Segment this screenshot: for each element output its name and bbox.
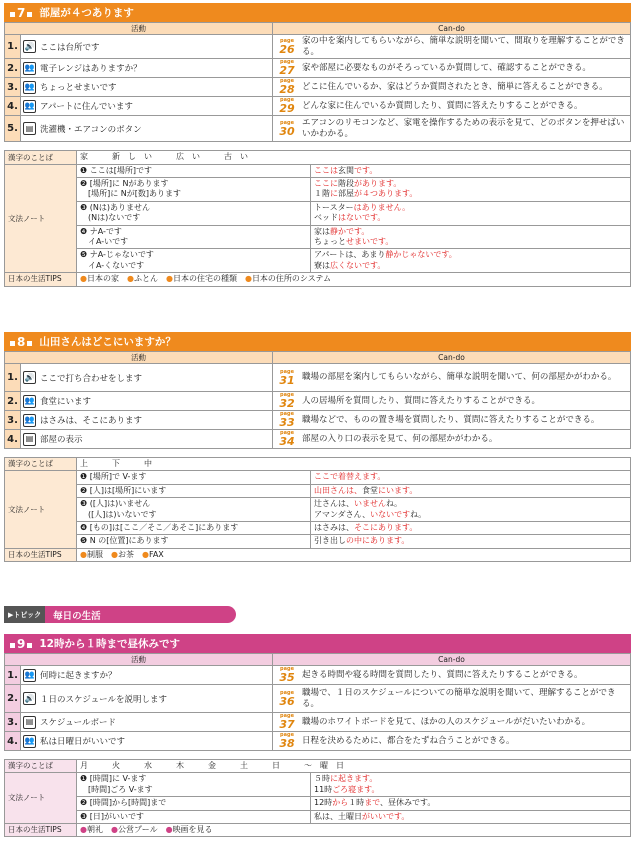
example-segment: が４つあります。 <box>354 189 418 199</box>
page-number[interactable]: page 29 <box>279 97 295 116</box>
grammar-example <box>311 521 631 534</box>
tip-item[interactable]: ●制服 <box>80 549 103 559</box>
unit-8-section <box>4 332 631 562</box>
grammar-label: 文法ノート <box>5 773 77 824</box>
unit-7-section <box>4 3 631 287</box>
example-segment: トースター <box>314 202 354 212</box>
speaker-icon: 🔊 <box>23 692 36 705</box>
row-number: 2. <box>5 59 21 78</box>
example-segment: はさみは、 <box>314 522 354 532</box>
page-number[interactable]: page 32 <box>279 392 295 410</box>
example-segment: ここは <box>314 165 338 175</box>
kanji-label: 漢字のことば <box>5 760 77 773</box>
speaker-icon: 🔊 <box>23 40 36 53</box>
example-segment: まで <box>364 798 381 808</box>
kanji-label: 漢字のことば <box>5 458 77 471</box>
example-segment: 12時 <box>314 798 333 808</box>
tip-item[interactable]: ●朝礼 <box>80 824 103 834</box>
row-number: 4. <box>5 430 21 449</box>
grammar-point: ❶ [場所]で V-ます <box>77 471 311 484</box>
example-segment: １時 <box>348 798 365 808</box>
unit-title: 12時から１時まで昼休みです <box>39 638 180 650</box>
example-segment: 辻さんは、 <box>314 499 354 509</box>
kanji-words: 月 火 水 木 金 土 日 ～曜日 <box>77 760 631 773</box>
grammar-point: ❷ [時間]から[時間]まで <box>77 797 311 810</box>
grammar-example <box>311 773 631 797</box>
grammar-label: 文法ノート <box>5 471 77 548</box>
cando-text: 家の中を案内してもらいながら、簡単な説明を聞いて、間取りを理解することができる。 <box>302 36 625 57</box>
grammar-point: ❸ [日]がいいです <box>77 810 311 823</box>
grammar-point: ❸ ([人]は)いません ([人]は)いないです <box>77 498 311 522</box>
tips-list <box>77 823 631 836</box>
example-segment: 引き出し <box>314 536 346 546</box>
example-segment: ここで <box>314 472 338 482</box>
grammar-point: ❷ [人]は[場所]にいます <box>77 484 311 497</box>
cando-text: 部屋の入り口の表示を見て、何の部屋かがわかる。 <box>302 433 498 444</box>
tip-item[interactable]: ●お茶 <box>110 549 134 559</box>
example-segment: があります。 <box>354 179 402 189</box>
row-number: 1. <box>5 35 21 59</box>
grammar-example <box>311 201 631 225</box>
cando-header: Can-do <box>273 352 631 364</box>
grammar-example <box>311 225 631 249</box>
example-segment: アマンダさん、 <box>314 509 371 519</box>
kanji-words: 家 新しい 広い 古い <box>77 151 631 164</box>
activity-label[interactable]: 部屋の表示 <box>40 435 83 445</box>
grammar-point: ❸ (Nは)ありません (Nは)ないです <box>77 201 311 225</box>
grammar-table <box>4 759 631 837</box>
page-number[interactable]: page 33 <box>279 411 295 429</box>
activity-table <box>4 22 631 142</box>
example-segment: ５時 <box>314 774 330 784</box>
cando-text: 職場のホワイトボードを見て、ほかの人のスケジュールがだいたいわかる。 <box>302 716 591 727</box>
row-number: 4. <box>5 732 21 751</box>
grammar-point: ❷ [場所]に Nがあります [場所]に Nが[数]あります <box>77 178 311 202</box>
topic-tag: ▶トピック <box>4 606 45 623</box>
page-number[interactable]: page 27 <box>279 59 295 78</box>
page-number[interactable]: page 36 <box>279 689 295 708</box>
cando-text: 職場で、１日のスケジュールについての簡単な説明を聞いて、理解することができる。 <box>302 687 616 709</box>
page-number[interactable]: page 38 <box>279 732 295 750</box>
document-icon: ▤ <box>23 716 36 729</box>
grammar-example <box>311 471 631 484</box>
cando-text: 人の居場所を質問したり、質問に答えたりすることができる。 <box>302 395 541 406</box>
activity-label[interactable]: 食堂にいます <box>40 397 92 407</box>
example-segment: いません <box>354 499 386 509</box>
grammar-label: 文法ノート <box>5 164 77 273</box>
grammar-example <box>311 249 631 273</box>
example-segment: そこにあります。 <box>354 522 418 532</box>
kanji-words: 上 下 中 <box>77 458 631 471</box>
tips-list <box>77 273 631 286</box>
topic-banner <box>4 606 236 623</box>
tip-item[interactable]: ●映画を見る <box>165 824 213 834</box>
grammar-point: ❹ ナA-です イA-いです <box>77 225 311 249</box>
unit-9-section <box>4 634 631 837</box>
example-segment: 階段 <box>338 179 354 189</box>
speaker-icon: 🔊 <box>23 371 36 384</box>
cando-text: 起きる時間や寝る時間を質問したり、質問に答えたりすることができる。 <box>302 669 583 680</box>
row-number: 3. <box>5 78 21 97</box>
row-number: 5. <box>5 116 21 142</box>
example-segment: 山田さんは、 <box>314 485 362 495</box>
activity-label[interactable]: １日のスケジュールを説明します <box>40 694 167 705</box>
example-segment: 静かです。 <box>330 226 370 236</box>
example-segment: ごろ寝ます。 <box>332 784 380 794</box>
example-segment: にいます。 <box>378 485 418 495</box>
example-segment: 静かじゃないです。 <box>385 250 457 260</box>
tip-item[interactable]: ●日本の家 <box>80 274 119 284</box>
activity-label[interactable]: ここは台所です <box>40 42 100 53</box>
unit-title: 山田さんはどこにいますか？ <box>39 336 176 348</box>
row-number: 3. <box>5 411 21 430</box>
example-segment: アパートは、あまり <box>314 250 386 260</box>
activity-header: 活動 <box>5 23 273 35</box>
unit-header <box>4 634 631 653</box>
example-segment: の中にあります。 <box>346 536 410 546</box>
example-segment: に起きます。 <box>330 774 378 784</box>
example-segment: １階 <box>314 189 330 199</box>
tips-label: 日本の生活TIPS <box>5 273 77 286</box>
unit-title: 部屋が４つあります <box>39 7 134 19</box>
unit-header <box>4 3 631 22</box>
example-segment: ここに <box>314 179 338 189</box>
unit-number: 8 <box>9 335 33 349</box>
tip-item[interactable]: ●FAX <box>141 549 164 559</box>
cando-text: 職場などで、ものの置き場を質問したり、質問に答えたりすることができる。 <box>302 414 600 425</box>
cando-text: 職場の部屋を案内してもらいながら、簡単な説明を聞いて、何の部屋かがわかる。 <box>302 372 617 383</box>
activity-label[interactable]: 私は日曜日がいいです <box>40 737 126 747</box>
example-segment: がいいです。 <box>362 811 410 821</box>
tips-label: 日本の生活TIPS <box>5 548 77 561</box>
activity-label[interactable]: はさみは、そこにあります <box>40 416 143 426</box>
page-number[interactable]: page 31 <box>279 368 295 387</box>
example-segment: ちょっと <box>314 236 346 246</box>
example-segment: に <box>330 189 338 199</box>
example-segment: 玄関 <box>338 165 354 175</box>
example-segment: ベッド <box>314 213 338 223</box>
tip-item[interactable]: ●ふとん <box>126 274 158 284</box>
example-segment: から <box>332 798 349 808</box>
example-segment: 、昼休みです。 <box>380 798 436 808</box>
grammar-example <box>311 810 631 823</box>
example-segment: 家は <box>314 226 330 236</box>
activity-label[interactable]: ここで打ち合わせをします <box>40 373 143 384</box>
activity-table <box>4 653 631 751</box>
example-segment: 食堂 <box>362 485 378 495</box>
grammar-example <box>311 484 631 497</box>
cando-text: 家や部屋に必要なものがそろっているか質問して、確認することができる。 <box>302 62 591 73</box>
activity-header: 活動 <box>5 654 273 666</box>
activity-label[interactable]: 電子レンジはありますか？ <box>40 64 142 75</box>
conversation-icon: 👥 <box>23 414 36 427</box>
tip-item[interactable]: ●日本の住所のシステム <box>244 274 332 284</box>
conversation-icon: 👥 <box>23 669 36 682</box>
grammar-example <box>311 498 631 522</box>
cando-text: どんな家に住んでいるか質問したり、質問に答えたりすることができる。 <box>302 100 583 111</box>
tip-item[interactable]: ●公営プール <box>110 824 158 834</box>
grammar-point: ❶ [時間]に V-ます [時間]ごろ V-ます <box>77 773 311 797</box>
grammar-table <box>4 150 631 286</box>
row-number: 2. <box>5 392 21 411</box>
document-icon: ▤ <box>23 433 36 446</box>
example-segment: はありません。 <box>353 202 411 212</box>
kanji-label: 漢字のことば <box>5 151 77 164</box>
conversation-icon: 👥 <box>23 735 36 748</box>
unit-number: 9 <box>9 637 33 651</box>
cando-header: Can-do <box>273 654 631 666</box>
activity-header: 活動 <box>5 352 273 364</box>
cando-text: 日程を決めるために、都合をたずね合うことができる。 <box>302 735 515 746</box>
example-segment: せまいです。 <box>346 236 394 246</box>
activity-label[interactable]: アパートに住んでいます <box>40 102 133 113</box>
example-segment: 私は、土曜日 <box>314 811 362 821</box>
row-number: 1. <box>5 666 21 685</box>
topic-title: 毎日の生活 <box>53 610 101 622</box>
tips-label: 日本の生活TIPS <box>5 823 77 836</box>
tip-item[interactable]: ●日本の住宅の種類 <box>165 274 237 284</box>
row-number: 4. <box>5 97 21 116</box>
grammar-example <box>311 178 631 202</box>
activity-label[interactable]: 何時に起きますか？ <box>40 671 117 681</box>
activity-label[interactable]: スケジュールボード <box>40 718 116 728</box>
cando-text: どこに住んでいるか、家はどうか質問されたとき、簡単に答えることができる。 <box>302 81 608 92</box>
row-number: 1. <box>5 364 21 392</box>
grammar-point: ❺ ナA-じゃないです イA-くないです <box>77 249 311 273</box>
example-segment: 11時 <box>314 784 333 794</box>
grammar-example <box>311 535 631 548</box>
example-segment: 部屋 <box>338 189 354 199</box>
conversation-icon: 👥 <box>23 100 36 113</box>
row-number: 3. <box>5 713 21 732</box>
cando-header: Can-do <box>273 23 631 35</box>
page-number[interactable]: page 28 <box>279 78 295 97</box>
grammar-example <box>311 164 631 177</box>
conversation-icon: 👥 <box>23 62 36 75</box>
page-number[interactable]: page 26 <box>279 37 295 56</box>
unit-header <box>4 332 631 351</box>
activity-table <box>4 351 631 449</box>
example-segment: ね。 <box>386 499 402 509</box>
example-segment: いないです <box>370 509 411 519</box>
grammar-point: ❶ ここは[場所]です <box>77 164 311 177</box>
example-segment: 広くないです。 <box>330 260 386 270</box>
tips-list <box>77 548 631 561</box>
example-segment: 着替えます。 <box>338 472 386 482</box>
example-segment: 寮は <box>314 260 330 270</box>
page-number[interactable]: page 34 <box>279 430 295 448</box>
example-segment: ね。 <box>410 509 427 519</box>
example-segment: はないです。 <box>338 213 386 223</box>
page-number[interactable]: page 37 <box>279 713 295 731</box>
page-number[interactable]: page 30 <box>279 119 295 138</box>
grammar-point: ❹ [もの]は[ここ／そこ／あそこ]にあります <box>77 521 311 534</box>
row-number: 2. <box>5 685 21 713</box>
conversation-icon: 👥 <box>23 395 36 408</box>
unit-number: 7 <box>9 6 33 20</box>
conversation-icon: 👥 <box>23 81 36 94</box>
cando-text: エアコンのリモコンなど、家電を操作するための表示を見て、どのボタンを押せばいいかわかる。 <box>302 118 625 139</box>
grammar-example <box>311 797 631 810</box>
grammar-table <box>4 457 631 562</box>
example-segment: です。 <box>354 165 378 175</box>
grammar-point: ❺ N の[位置]にあります <box>77 535 311 548</box>
activity-label[interactable]: 洗濯機・エアコンのボタン <box>40 124 142 135</box>
activity-label[interactable]: ちょっとせまいです <box>40 83 117 94</box>
document-icon: ▤ <box>23 122 36 135</box>
page-number[interactable]: page 35 <box>279 666 295 684</box>
